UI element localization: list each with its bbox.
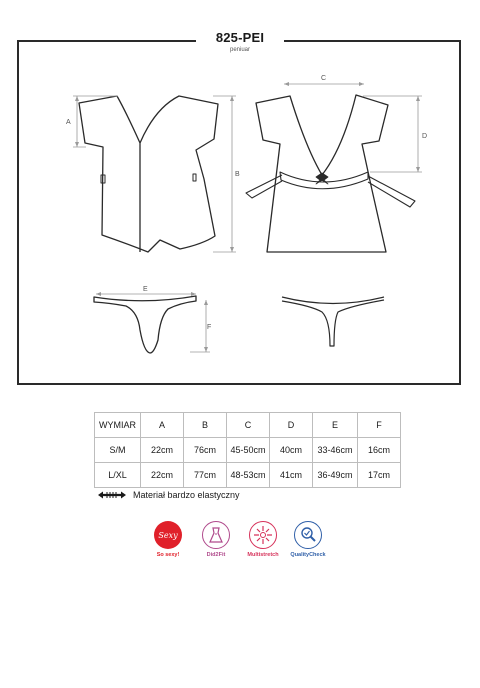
product-type: peniuar [229,47,250,53]
dimension-label-e: E [143,286,148,293]
table-cell: 40cm [270,438,313,463]
thong-back-drawing [282,297,384,346]
table-header-cell: C [227,413,270,438]
dimension-label-c: C [321,75,327,82]
table-cell: 77cm [184,463,227,488]
table-row [95,463,401,488]
table-cell: 33-46cm [313,438,358,463]
table-cell: 22cm [141,438,184,463]
sexy-badge-icon [154,521,182,549]
stretch-arrows-icon [97,490,127,500]
table-header-cell: WYMIAR [95,413,141,438]
badge-label: Multistretch [247,552,279,558]
table-cell: 17cm [358,463,401,488]
table-header-cell: F [358,413,401,438]
table-header-cell: D [270,413,313,438]
magnifier-check-icon [294,521,322,549]
badge-label: So sexy! [156,552,180,558]
robe-front-drawing [79,96,218,252]
svg-text:Sexy: Sexy [158,531,178,540]
table-cell: 16cm [358,438,401,463]
size-table [94,412,401,488]
table-header-cell: A [141,413,184,438]
badge-did2fit [193,521,239,558]
dimension-label-f: F [207,324,212,331]
dimension-label-a: A [66,119,71,126]
table-cell: 36-49cm [313,463,358,488]
table-row [95,438,401,463]
badge-so-sexy [145,521,191,558]
badge-label: Did2Fit [206,552,226,558]
table-header-cell: E [313,413,358,438]
dimension-label-b: B [235,171,240,178]
thong-front-drawing [94,296,196,353]
table-header-row [95,413,401,438]
elasticity-note [97,489,240,501]
dress-icon [202,521,230,549]
model-code: 825-PEI [215,30,265,45]
table-cell: 41cm [270,463,313,488]
table-cell: 22cm [141,463,184,488]
stretch-icon [249,521,277,549]
badge-quality-check [283,521,333,558]
badge-label: QualityCheck [290,552,326,558]
table-cell: S/M [95,438,141,463]
dimension-label-d: D [422,133,428,140]
elasticity-note-text: Materiał bardzo elastyczny [133,490,240,500]
table-cell: 45-50cm [227,438,270,463]
table-cell: 76cm [184,438,227,463]
table-header-cell: B [184,413,227,438]
badge-multistretch [240,521,286,558]
table-cell: L/XL [95,463,141,488]
table-cell: 48-53cm [227,463,270,488]
